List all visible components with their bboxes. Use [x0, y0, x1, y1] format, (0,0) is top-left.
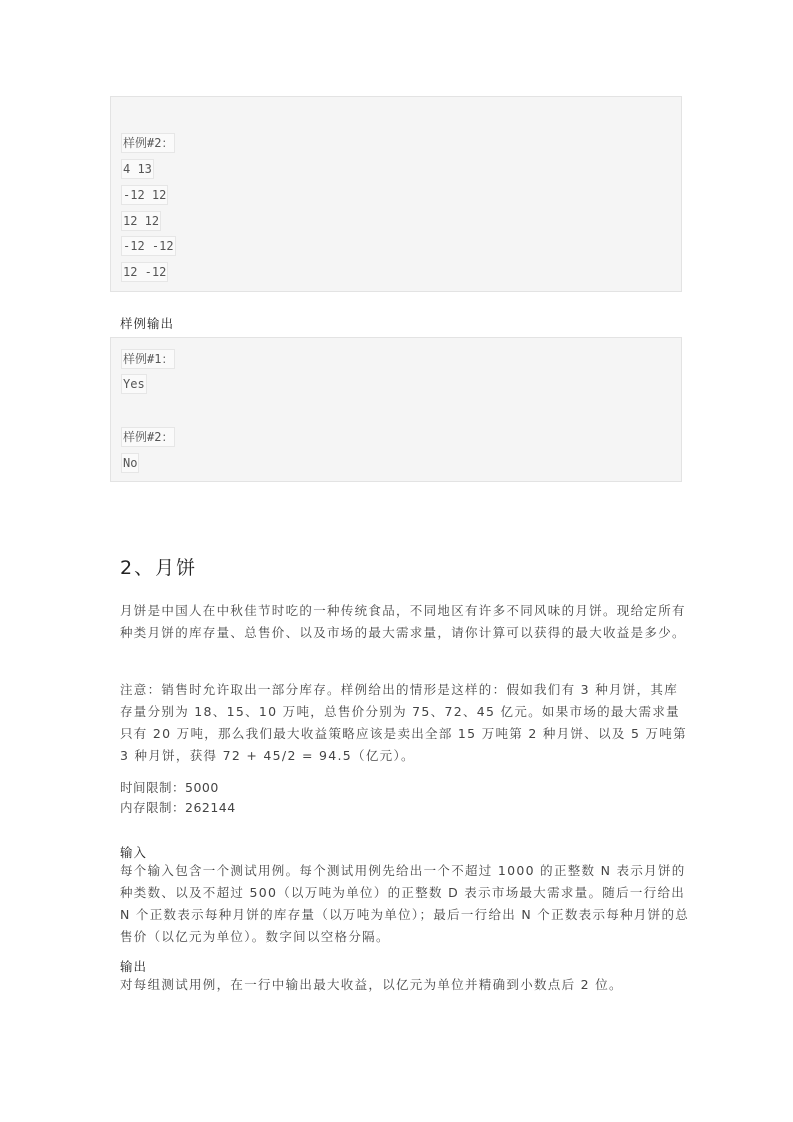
sample-output-box	[110, 337, 682, 482]
problem-title: 2、月饼	[120, 557, 198, 579]
code-line: No	[121, 453, 139, 473]
code-line: 12 12	[121, 211, 161, 231]
problem-description: 月饼是中国人在中秋佳节时吃的一种传统食品，不同地区有许多不同风味的月饼。现给定所有种类月饼的库存量、总售价、以及市场的最大需求量，请你计算可以获得的最大收益是多少。	[120, 603, 686, 640]
code-line: 样例#2：	[121, 133, 175, 153]
input-description: 每个输入包含一个测试用例。每个测试用例先给出一个不超过 1000 的正整数 N 表示月饼的种类数、以及不超过 500（以万吨为单位）的正整数 D 表示市场最大需求量。随后一行给出 N 个正数表示每种月饼的库存量（以万吨为单位）；最后一行给出 N 个正数表示每种月饼的总售价（以亿元为单位）。数字间以空格分隔。	[120, 863, 690, 944]
sample-input-box	[110, 96, 682, 292]
code-line: Yes	[121, 374, 147, 394]
input-heading: 输入	[120, 845, 148, 860]
memory-limit: 内存限制：262144	[120, 800, 236, 815]
output-heading: 输出	[120, 959, 148, 974]
code-line: 样例#2：	[121, 427, 175, 447]
code-line: 12 -12	[121, 262, 168, 282]
code-line: 4 13	[121, 159, 154, 179]
time-limit: 时间限制：5000	[120, 780, 219, 795]
output-description: 对每组测试用例，在一行中输出最大收益，以亿元为单位并精确到小数点后 2 位。	[120, 977, 623, 992]
problem-note: 注意：销售时允许取出一部分库存。样例给出的情形是这样的：假如我们有 3 种月饼，其库存量分别为 18、15、10 万吨，总售价分别为 75、72、45 亿元。如果市场的最大需求量只有 20 万吨，那么我们最大收益策略应该是卖出全部 15 万吨第 2 种月饼、以及 5 万吨第 3 种月饼，获得 72 + 45/2 = 94.5（亿元）。	[120, 682, 687, 763]
code-line: 样例#1：	[121, 349, 175, 369]
code-line: -12 12	[121, 185, 168, 205]
code-line: -12 -12	[121, 236, 176, 256]
sample-output-heading: 样例输出	[120, 316, 175, 331]
